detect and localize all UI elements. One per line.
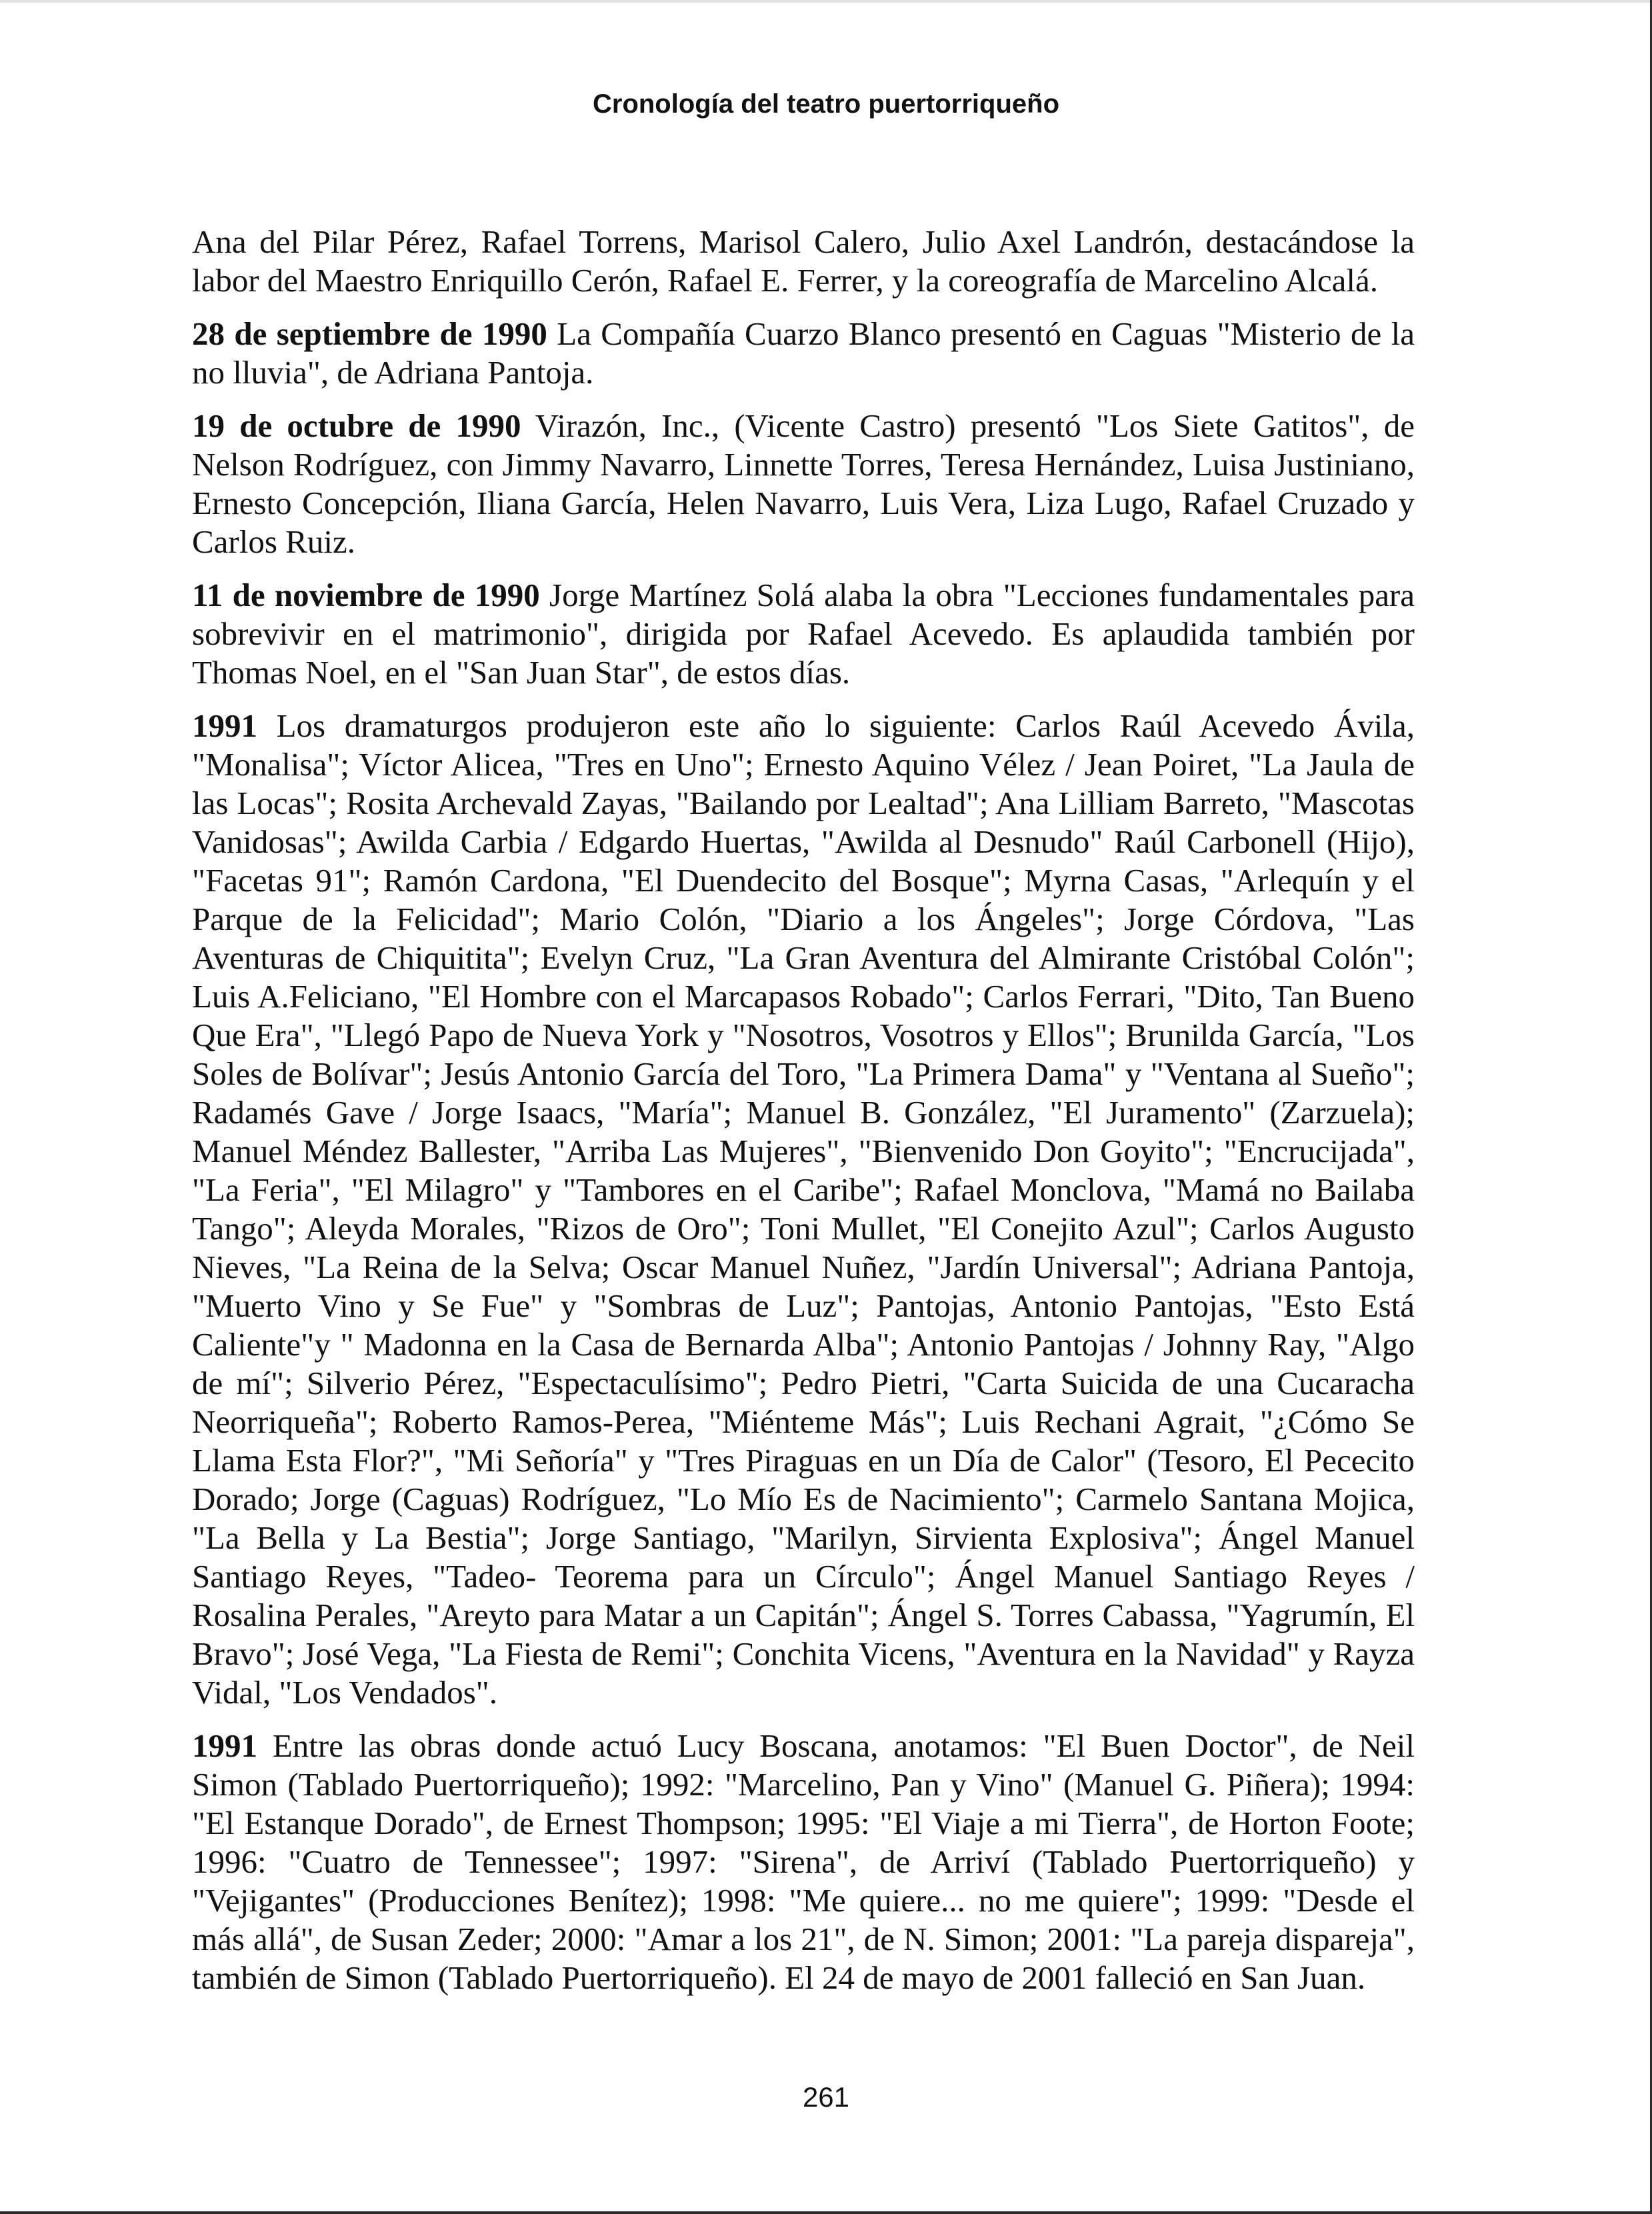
entry-paragraph — [192, 223, 1415, 300]
entry-text: Entre las obras donde actuó Lucy Boscana, anotamos: "El Buen Doctor", de Neil Simon (Tablado Puertorriqueño); 1992: "Marcelino, Pan y Vino" (Manuel G. Piñera); 1994: "El Estanque Dorado", de Ernest Thompson; 1995: "El Viaje a mi Tierra", de Horton Foote; 1996: "Cuatro de Tennessee"; 1997: "Sirena", de Arriví (Tablado Puertorriqueño) y "Vejigantes" (Producciones Benítez); 1998: "Me quiere... no me quiere"; 1999: "Desde el más allá", de Susan Zeder; 2000: "Amar a los 21", de N. Simon; 2001: "La pareja dispareja", también de Simon (Tablado Puertorriqueño). El 24 de mayo de 2001 falleció en San Juan. — [192, 1727, 1415, 1996]
entry-date: 1991 — [192, 707, 257, 744]
entry-date: 19 de octubre de 1990 — [192, 407, 521, 444]
entry-date: 11 de noviembre de 1990 — [192, 577, 540, 613]
running-head: Cronología del teatro puertorriqueño — [592, 89, 1060, 119]
top-edge-rule — [0, 0, 1652, 3]
bottom-edge-rule — [0, 2211, 1652, 2214]
page-number: 261 — [802, 2081, 850, 2113]
entry-date: 28 de septiembre de 1990 — [192, 315, 547, 352]
entry-paragraph — [192, 407, 1415, 561]
entry-text: Virazón, Inc., (Vicente Castro) presentó "Los Siete Gatitos", de Nelson Rodríguez, con Jimmy Navarro, Linnette Torres, Teresa Hernández, Luisa Justiniano, Ernesto Concepción, Iliana García, Helen Navarro, Luis Vera, Liza Lugo, Rafael Cruzado y Carlos Ruiz. — [192, 407, 1415, 560]
entry-text: La Compañía Cuarzo Blanco presentó en Caguas "Misterio de la no lluvia", de Adriana Pantoja. — [192, 315, 1415, 391]
entry-text: Los dramaturgos produjeron este año lo siguiente: Carlos Raúl Acevedo Ávila, "Monalisa"; Víctor Alicea, "Tres en Uno"; Ernesto Aquino Vélez / Jean Poiret, "La Jaula de las Locas"; Rosita Archevald Zayas, "Bailando por Lealtad"; Ana Lilliam Barreto, "Mascotas Vanidosas"; Awilda Carbia / Edgardo Huertas, "Awilda al Desnudo" Raúl Carbonell (Hijo), "Facetas 91"; Ramón Cardona, "El Duendecito del Bosque"; Myrna Casas, "Arlequín y el Parque de la Felicidad"; Mario Colón, "Diario a los Ángeles"; Jorge Córdova, "Las Aventuras de Chiquitita"; Evelyn Cruz, "La Gran Aventura del Almirante Cristóbal Colón"; Luis A.Feliciano, "El Hombre con el Marcapasos Robado"; Carlos Ferrari, "Dito, Tan Bueno Que Era", "Llegó Papo de Nueva York y "Nosotros, Vosotros y Ellos"; Brunilda García, "Los Soles de Bolívar"; Jesús Antonio García del Toro, "La Primera Dama" y "Ventana al Sueño"; Radamés Gave / Jorge Isaacs, "María"; Manuel B. González, "El Juramento" (Zarzuela); Manuel Méndez Ballester, "Arriba Las Mujeres", "Bienvenido Don Goyito"; "Encrucijada", "La Feria", "El Milagro" y "Tambores en el Caribe"; Rafael Monclova, "Mamá no Bailaba Tango"; Aleyda Morales, "Rizos de Oro"; Toni Mullet, "El Conejito Azul"; Carlos Augusto Nieves, "La Reina de la Selva; Oscar Manuel Nuñez, "Jardín Universal"; Adriana Pantoja, "Muerto Vino y Se Fue" y "Sombras de Luz"; Pantojas, Antonio Pantojas, "Esto Está Caliente"y " Madonna en la Casa de Bernarda Alba"; Antonio Pantojas / Johnny Ray, "Algo de mí"; Silverio Pérez, "Espectaculísimo"; Pedro Pietri, "Carta Suicida de una Cucaracha Neorriqueña"; Roberto Ramos-Perea, "Miénteme Más"; Luis Rechani Agrait, "¿Cómo Se Llama Esta Flor?", "Mi Señoría" y "Tres Piraguas en un Día de Calor" (Tesoro, El Pececito Dorado; Jorge (Caguas) Rodríguez, "Lo Mío Es de Nacimiento"; Carmelo Santana Mojica, "La Bella y La Bestia"; Jorge Santiago, "Marilyn, Sirvienta Explosiva"; Ángel Manuel Santiago Reyes, "Tadeo- Teorema para un Círculo"; Ángel Manuel Santiago Reyes / Rosalina Perales, "Areyto para Matar a un Capitán"; Ángel S. Torres Cabassa, "Yagrumín, El Bravo"; José Vega, "La Fiesta de Remi"; Conchita Vicens, "Aventura en la Navidad" y Rayza Vidal, "Los Vendados". — [192, 707, 1415, 1711]
page-body — [192, 223, 1415, 2012]
entry-paragraph — [192, 576, 1415, 692]
entry-paragraph — [192, 707, 1415, 1712]
entry-text: Ana del Pilar Pérez, Rafael Torrens, Marisol Calero, Julio Axel Landrón, destacándose la labor del Maestro Enriquillo Cerón, Rafael E. Ferrer, y la coreografía de Marcelino Alcalá. — [192, 223, 1415, 299]
entry-date: 1991 — [192, 1727, 257, 1764]
entry-paragraph — [192, 315, 1415, 392]
entry-text: Jorge Martínez Solá alaba la obra "Lecciones fundamentales para sobrevivir en el matrimonio", dirigida por Rafael Acevedo. Es aplaudida también por Thomas Noel, en el "San Juan Star", de estos días. — [192, 577, 1415, 691]
entry-paragraph — [192, 1727, 1415, 1997]
